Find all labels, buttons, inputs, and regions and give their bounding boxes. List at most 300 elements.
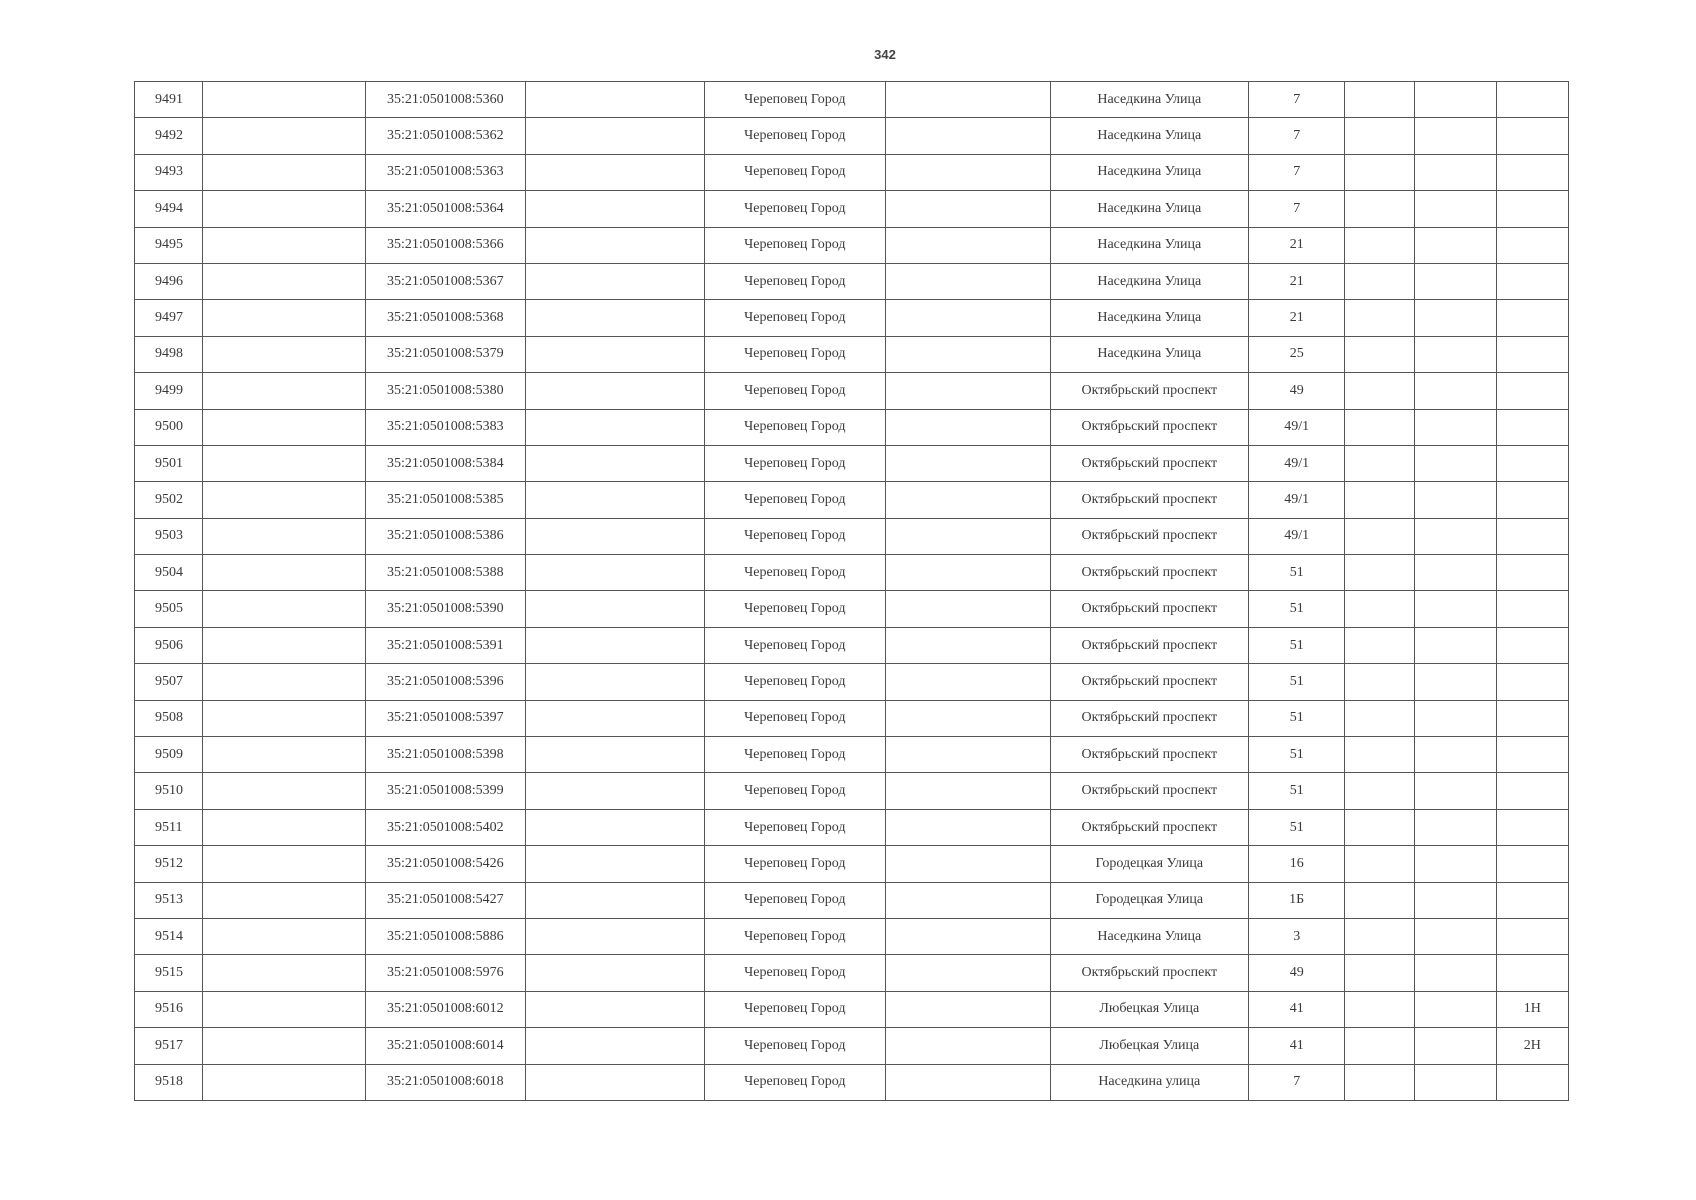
house-number-cell: 21 [1249, 263, 1345, 299]
house-number-cell: 21 [1249, 300, 1345, 336]
city-cell: Череповец Город [704, 991, 886, 1027]
empty-cell-9 [1345, 118, 1414, 154]
city-cell: Череповец Город [704, 918, 886, 954]
empty-cell-10 [1414, 700, 1496, 736]
row-number-cell: 9495 [135, 227, 203, 263]
row-number-cell: 9507 [135, 664, 203, 700]
empty-cell-4 [526, 809, 704, 845]
premises-cell [1496, 118, 1568, 154]
empty-cell-9 [1345, 336, 1414, 372]
city-cell: Череповец Город [704, 300, 886, 336]
empty-cell-9 [1345, 82, 1414, 118]
house-number-cell: 7 [1249, 82, 1345, 118]
cadastral-number-cell: 35:21:0501008:5367 [365, 263, 525, 299]
empty-cell-2 [203, 918, 365, 954]
city-cell: Череповец Город [704, 263, 886, 299]
empty-cell-10 [1414, 1028, 1496, 1064]
street-cell: Октябрьский проспект [1050, 373, 1249, 409]
street-cell: Наседкина Улица [1050, 336, 1249, 372]
street-cell: Наседкина Улица [1050, 263, 1249, 299]
row-number-cell: 9498 [135, 336, 203, 372]
table-row [135, 227, 1569, 263]
table-row [135, 82, 1569, 118]
empty-cell-9 [1345, 809, 1414, 845]
empty-cell-2 [203, 627, 365, 663]
empty-cell-6 [886, 700, 1050, 736]
premises-cell [1496, 882, 1568, 918]
empty-cell-4 [526, 555, 704, 591]
empty-cell-10 [1414, 445, 1496, 481]
cadastral-number-cell: 35:21:0501008:5388 [365, 555, 525, 591]
premises-cell [1496, 191, 1568, 227]
empty-cell-10 [1414, 1064, 1496, 1100]
house-number-cell: 7 [1249, 1064, 1345, 1100]
empty-cell-4 [526, 191, 704, 227]
row-number-cell: 9492 [135, 118, 203, 154]
empty-cell-10 [1414, 191, 1496, 227]
empty-cell-6 [886, 336, 1050, 372]
cadastral-number-cell: 35:21:0501008:6014 [365, 1028, 525, 1064]
empty-cell-6 [886, 918, 1050, 954]
city-cell: Череповец Город [704, 664, 886, 700]
house-number-cell: 1Б [1249, 882, 1345, 918]
street-cell: Октябрьский проспект [1050, 737, 1249, 773]
empty-cell-10 [1414, 409, 1496, 445]
row-number-cell: 9493 [135, 154, 203, 190]
empty-cell-9 [1345, 445, 1414, 481]
empty-cell-4 [526, 627, 704, 663]
row-number-cell: 9511 [135, 809, 203, 845]
table-row [135, 918, 1569, 954]
empty-cell-6 [886, 482, 1050, 518]
premises-cell [1496, 918, 1568, 954]
empty-cell-10 [1414, 336, 1496, 372]
empty-cell-6 [886, 263, 1050, 299]
city-cell: Череповец Город [704, 191, 886, 227]
empty-cell-2 [203, 373, 365, 409]
cadastral-number-cell: 35:21:0501008:5383 [365, 409, 525, 445]
empty-cell-4 [526, 882, 704, 918]
empty-cell-2 [203, 1028, 365, 1064]
city-cell: Череповец Город [704, 445, 886, 481]
cadastral-number-cell: 35:21:0501008:5426 [365, 846, 525, 882]
empty-cell-10 [1414, 118, 1496, 154]
premises-cell [1496, 700, 1568, 736]
empty-cell-4 [526, 955, 704, 991]
street-cell: Октябрьский проспект [1050, 555, 1249, 591]
empty-cell-10 [1414, 627, 1496, 663]
cadastral-number-cell: 35:21:0501008:5427 [365, 882, 525, 918]
empty-cell-9 [1345, 300, 1414, 336]
table-row [135, 482, 1569, 518]
table-row [135, 664, 1569, 700]
street-cell: Октябрьский проспект [1050, 700, 1249, 736]
empty-cell-10 [1414, 664, 1496, 700]
house-number-cell: 51 [1249, 591, 1345, 627]
row-number-cell: 9509 [135, 737, 203, 773]
empty-cell-9 [1345, 918, 1414, 954]
empty-cell-4 [526, 482, 704, 518]
street-cell: Октябрьский проспект [1050, 591, 1249, 627]
empty-cell-2 [203, 737, 365, 773]
house-number-cell: 3 [1249, 918, 1345, 954]
empty-cell-9 [1345, 991, 1414, 1027]
house-number-cell: 51 [1249, 664, 1345, 700]
city-cell: Череповец Город [704, 555, 886, 591]
cadastral-number-cell: 35:21:0501008:5364 [365, 191, 525, 227]
empty-cell-9 [1345, 555, 1414, 591]
empty-cell-4 [526, 737, 704, 773]
house-number-cell: 49/1 [1249, 518, 1345, 554]
empty-cell-10 [1414, 518, 1496, 554]
cadastral-number-cell: 35:21:0501008:6012 [365, 991, 525, 1027]
street-cell: Октябрьский проспект [1050, 955, 1249, 991]
street-cell: Любецкая Улица [1050, 991, 1249, 1027]
empty-cell-4 [526, 773, 704, 809]
empty-cell-4 [526, 518, 704, 554]
empty-cell-6 [886, 373, 1050, 409]
row-number-cell: 9499 [135, 373, 203, 409]
empty-cell-2 [203, 409, 365, 445]
table-row [135, 627, 1569, 663]
street-cell: Наседкина Улица [1050, 82, 1249, 118]
house-number-cell: 49 [1249, 373, 1345, 409]
premises-cell [1496, 955, 1568, 991]
empty-cell-9 [1345, 263, 1414, 299]
empty-cell-4 [526, 664, 704, 700]
row-number-cell: 9496 [135, 263, 203, 299]
empty-cell-4 [526, 445, 704, 481]
house-number-cell: 51 [1249, 627, 1345, 663]
premises-cell [1496, 846, 1568, 882]
premises-cell [1496, 773, 1568, 809]
empty-cell-6 [886, 809, 1050, 845]
house-number-cell: 49/1 [1249, 482, 1345, 518]
street-cell: Октябрьский проспект [1050, 664, 1249, 700]
city-cell: Череповец Город [704, 118, 886, 154]
empty-cell-6 [886, 737, 1050, 773]
street-cell: Любецкая Улица [1050, 1028, 1249, 1064]
city-cell: Череповец Город [704, 737, 886, 773]
empty-cell-2 [203, 700, 365, 736]
table-row [135, 591, 1569, 627]
row-number-cell: 9506 [135, 627, 203, 663]
empty-cell-10 [1414, 227, 1496, 263]
house-number-cell: 7 [1249, 191, 1345, 227]
empty-cell-6 [886, 1064, 1050, 1100]
premises-cell [1496, 809, 1568, 845]
house-number-cell: 49 [1249, 955, 1345, 991]
row-number-cell: 9500 [135, 409, 203, 445]
empty-cell-2 [203, 82, 365, 118]
street-cell: Октябрьский проспект [1050, 773, 1249, 809]
empty-cell-6 [886, 154, 1050, 190]
city-cell: Череповец Город [704, 773, 886, 809]
premises-cell [1496, 154, 1568, 190]
empty-cell-4 [526, 1028, 704, 1064]
empty-cell-2 [203, 518, 365, 554]
row-number-cell: 9514 [135, 918, 203, 954]
table-row [135, 191, 1569, 227]
table-row [135, 882, 1569, 918]
empty-cell-4 [526, 846, 704, 882]
empty-cell-4 [526, 1064, 704, 1100]
empty-cell-9 [1345, 518, 1414, 554]
table-row [135, 846, 1569, 882]
empty-cell-9 [1345, 882, 1414, 918]
empty-cell-6 [886, 518, 1050, 554]
empty-cell-6 [886, 555, 1050, 591]
cadastral-number-cell: 35:21:0501008:5385 [365, 482, 525, 518]
empty-cell-4 [526, 409, 704, 445]
street-cell: Октябрьский проспект [1050, 445, 1249, 481]
cadastral-number-cell: 35:21:0501008:5366 [365, 227, 525, 263]
empty-cell-10 [1414, 991, 1496, 1027]
cadastral-number-cell: 35:21:0501008:5362 [365, 118, 525, 154]
empty-cell-9 [1345, 227, 1414, 263]
row-number-cell: 9508 [135, 700, 203, 736]
row-number-cell: 9510 [135, 773, 203, 809]
row-number-cell: 9503 [135, 518, 203, 554]
house-number-cell: 51 [1249, 737, 1345, 773]
empty-cell-4 [526, 991, 704, 1027]
empty-cell-9 [1345, 700, 1414, 736]
table-row [135, 1028, 1569, 1064]
empty-cell-10 [1414, 482, 1496, 518]
house-number-cell: 51 [1249, 700, 1345, 736]
empty-cell-10 [1414, 263, 1496, 299]
street-cell: Наседкина Улица [1050, 154, 1249, 190]
premises-cell [1496, 664, 1568, 700]
street-cell: Октябрьский проспект [1050, 518, 1249, 554]
premises-cell [1496, 409, 1568, 445]
empty-cell-6 [886, 846, 1050, 882]
empty-cell-9 [1345, 1028, 1414, 1064]
empty-cell-2 [203, 263, 365, 299]
empty-cell-9 [1345, 955, 1414, 991]
city-cell: Череповец Город [704, 409, 886, 445]
empty-cell-6 [886, 591, 1050, 627]
empty-cell-10 [1414, 737, 1496, 773]
empty-cell-10 [1414, 882, 1496, 918]
city-cell: Череповец Город [704, 1028, 886, 1064]
row-number-cell: 9497 [135, 300, 203, 336]
premises-cell [1496, 300, 1568, 336]
empty-cell-9 [1345, 664, 1414, 700]
cadastral-number-cell: 35:21:0501008:5390 [365, 591, 525, 627]
cadastral-number-cell: 35:21:0501008:5398 [365, 737, 525, 773]
street-cell: Наседкина Улица [1050, 300, 1249, 336]
cadastral-number-cell: 35:21:0501008:5397 [365, 700, 525, 736]
table-row [135, 445, 1569, 481]
empty-cell-4 [526, 82, 704, 118]
empty-cell-10 [1414, 846, 1496, 882]
house-number-cell: 41 [1249, 991, 1345, 1027]
empty-cell-2 [203, 1064, 365, 1100]
city-cell: Череповец Город [704, 591, 886, 627]
premises-cell [1496, 227, 1568, 263]
empty-cell-4 [526, 227, 704, 263]
empty-cell-10 [1414, 373, 1496, 409]
empty-cell-6 [886, 1028, 1050, 1064]
cadastral-number-cell: 35:21:0501008:5886 [365, 918, 525, 954]
empty-cell-2 [203, 154, 365, 190]
empty-cell-4 [526, 700, 704, 736]
street-cell: Наседкина Улица [1050, 191, 1249, 227]
empty-cell-6 [886, 955, 1050, 991]
empty-cell-6 [886, 445, 1050, 481]
house-number-cell: 49/1 [1249, 445, 1345, 481]
table-row [135, 737, 1569, 773]
row-number-cell: 9515 [135, 955, 203, 991]
empty-cell-4 [526, 118, 704, 154]
table-row [135, 700, 1569, 736]
premises-cell [1496, 591, 1568, 627]
empty-cell-10 [1414, 809, 1496, 845]
empty-cell-10 [1414, 918, 1496, 954]
premises-cell [1496, 518, 1568, 554]
cadastral-number-cell: 35:21:0501008:5399 [365, 773, 525, 809]
empty-cell-9 [1345, 191, 1414, 227]
premises-cell [1496, 555, 1568, 591]
city-cell: Череповец Город [704, 154, 886, 190]
premises-cell [1496, 263, 1568, 299]
street-cell: Октябрьский проспект [1050, 409, 1249, 445]
cadastral-number-cell: 35:21:0501008:5402 [365, 809, 525, 845]
empty-cell-2 [203, 846, 365, 882]
table-row [135, 336, 1569, 372]
street-cell: Октябрьский проспект [1050, 627, 1249, 663]
row-number-cell: 9517 [135, 1028, 203, 1064]
empty-cell-4 [526, 154, 704, 190]
table-row [135, 955, 1569, 991]
empty-cell-2 [203, 300, 365, 336]
house-number-cell: 51 [1249, 773, 1345, 809]
street-cell: Наседкина Улица [1050, 118, 1249, 154]
empty-cell-4 [526, 336, 704, 372]
empty-cell-4 [526, 300, 704, 336]
premises-cell [1496, 737, 1568, 773]
street-cell: Наседкина Улица [1050, 227, 1249, 263]
empty-cell-6 [886, 191, 1050, 227]
table-row [135, 809, 1569, 845]
street-cell: Городецкая Улица [1050, 882, 1249, 918]
cadastral-number-cell: 35:21:0501008:5380 [365, 373, 525, 409]
cadastral-number-cell: 35:21:0501008:5384 [365, 445, 525, 481]
premises-cell [1496, 627, 1568, 663]
cadastral-number-cell: 35:21:0501008:5386 [365, 518, 525, 554]
empty-cell-2 [203, 991, 365, 1027]
empty-cell-10 [1414, 555, 1496, 591]
empty-cell-9 [1345, 737, 1414, 773]
empty-cell-2 [203, 664, 365, 700]
premises-cell [1496, 1064, 1568, 1100]
house-number-cell: 7 [1249, 118, 1345, 154]
empty-cell-9 [1345, 409, 1414, 445]
table-row [135, 118, 1569, 154]
empty-cell-4 [526, 373, 704, 409]
house-number-cell: 49/1 [1249, 409, 1345, 445]
empty-cell-9 [1345, 1064, 1414, 1100]
house-number-cell: 21 [1249, 227, 1345, 263]
table-row [135, 373, 1569, 409]
street-cell: Октябрьский проспект [1050, 809, 1249, 845]
premises-cell [1496, 482, 1568, 518]
empty-cell-6 [886, 773, 1050, 809]
table-row [135, 409, 1569, 445]
empty-cell-2 [203, 955, 365, 991]
empty-cell-2 [203, 773, 365, 809]
table-row [135, 1064, 1569, 1100]
table-row [135, 300, 1569, 336]
empty-cell-6 [886, 118, 1050, 154]
row-number-cell: 9518 [135, 1064, 203, 1100]
cadastral-number-cell: 35:21:0501008:5396 [365, 664, 525, 700]
table-row [135, 518, 1569, 554]
empty-cell-6 [886, 82, 1050, 118]
premises-cell [1496, 82, 1568, 118]
empty-cell-6 [886, 227, 1050, 263]
cadastral-number-cell: 35:21:0501008:5363 [365, 154, 525, 190]
empty-cell-6 [886, 409, 1050, 445]
table-row [135, 263, 1569, 299]
house-number-cell: 41 [1249, 1028, 1345, 1064]
empty-cell-6 [886, 882, 1050, 918]
house-number-cell: 16 [1249, 846, 1345, 882]
premises-cell [1496, 445, 1568, 481]
empty-cell-10 [1414, 300, 1496, 336]
table-row [135, 555, 1569, 591]
house-number-cell: 25 [1249, 336, 1345, 372]
empty-cell-4 [526, 263, 704, 299]
empty-cell-2 [203, 555, 365, 591]
cadastral-number-cell: 35:21:0501008:5391 [365, 627, 525, 663]
empty-cell-6 [886, 300, 1050, 336]
city-cell: Череповец Город [704, 336, 886, 372]
table-row [135, 773, 1569, 809]
empty-cell-2 [203, 118, 365, 154]
registry-table [134, 81, 1569, 1101]
row-number-cell: 9516 [135, 991, 203, 1027]
page-number: 342 [874, 47, 896, 62]
city-cell: Череповец Город [704, 227, 886, 263]
row-number-cell: 9512 [135, 846, 203, 882]
empty-cell-9 [1345, 591, 1414, 627]
cadastral-number-cell: 35:21:0501008:6018 [365, 1064, 525, 1100]
city-cell: Череповец Город [704, 1064, 886, 1100]
empty-cell-10 [1414, 154, 1496, 190]
empty-cell-2 [203, 191, 365, 227]
empty-cell-4 [526, 591, 704, 627]
empty-cell-9 [1345, 773, 1414, 809]
empty-cell-10 [1414, 591, 1496, 627]
premises-cell: 2Н [1496, 1028, 1568, 1064]
street-cell: Наседкина улица [1050, 1064, 1249, 1100]
house-number-cell: 51 [1249, 555, 1345, 591]
row-number-cell: 9513 [135, 882, 203, 918]
row-number-cell: 9501 [135, 445, 203, 481]
house-number-cell: 7 [1249, 154, 1345, 190]
table-row [135, 991, 1569, 1027]
city-cell: Череповец Город [704, 846, 886, 882]
empty-cell-6 [886, 664, 1050, 700]
empty-cell-10 [1414, 82, 1496, 118]
empty-cell-2 [203, 445, 365, 481]
row-number-cell: 9505 [135, 591, 203, 627]
premises-cell [1496, 336, 1568, 372]
city-cell: Череповец Город [704, 955, 886, 991]
city-cell: Череповец Город [704, 882, 886, 918]
